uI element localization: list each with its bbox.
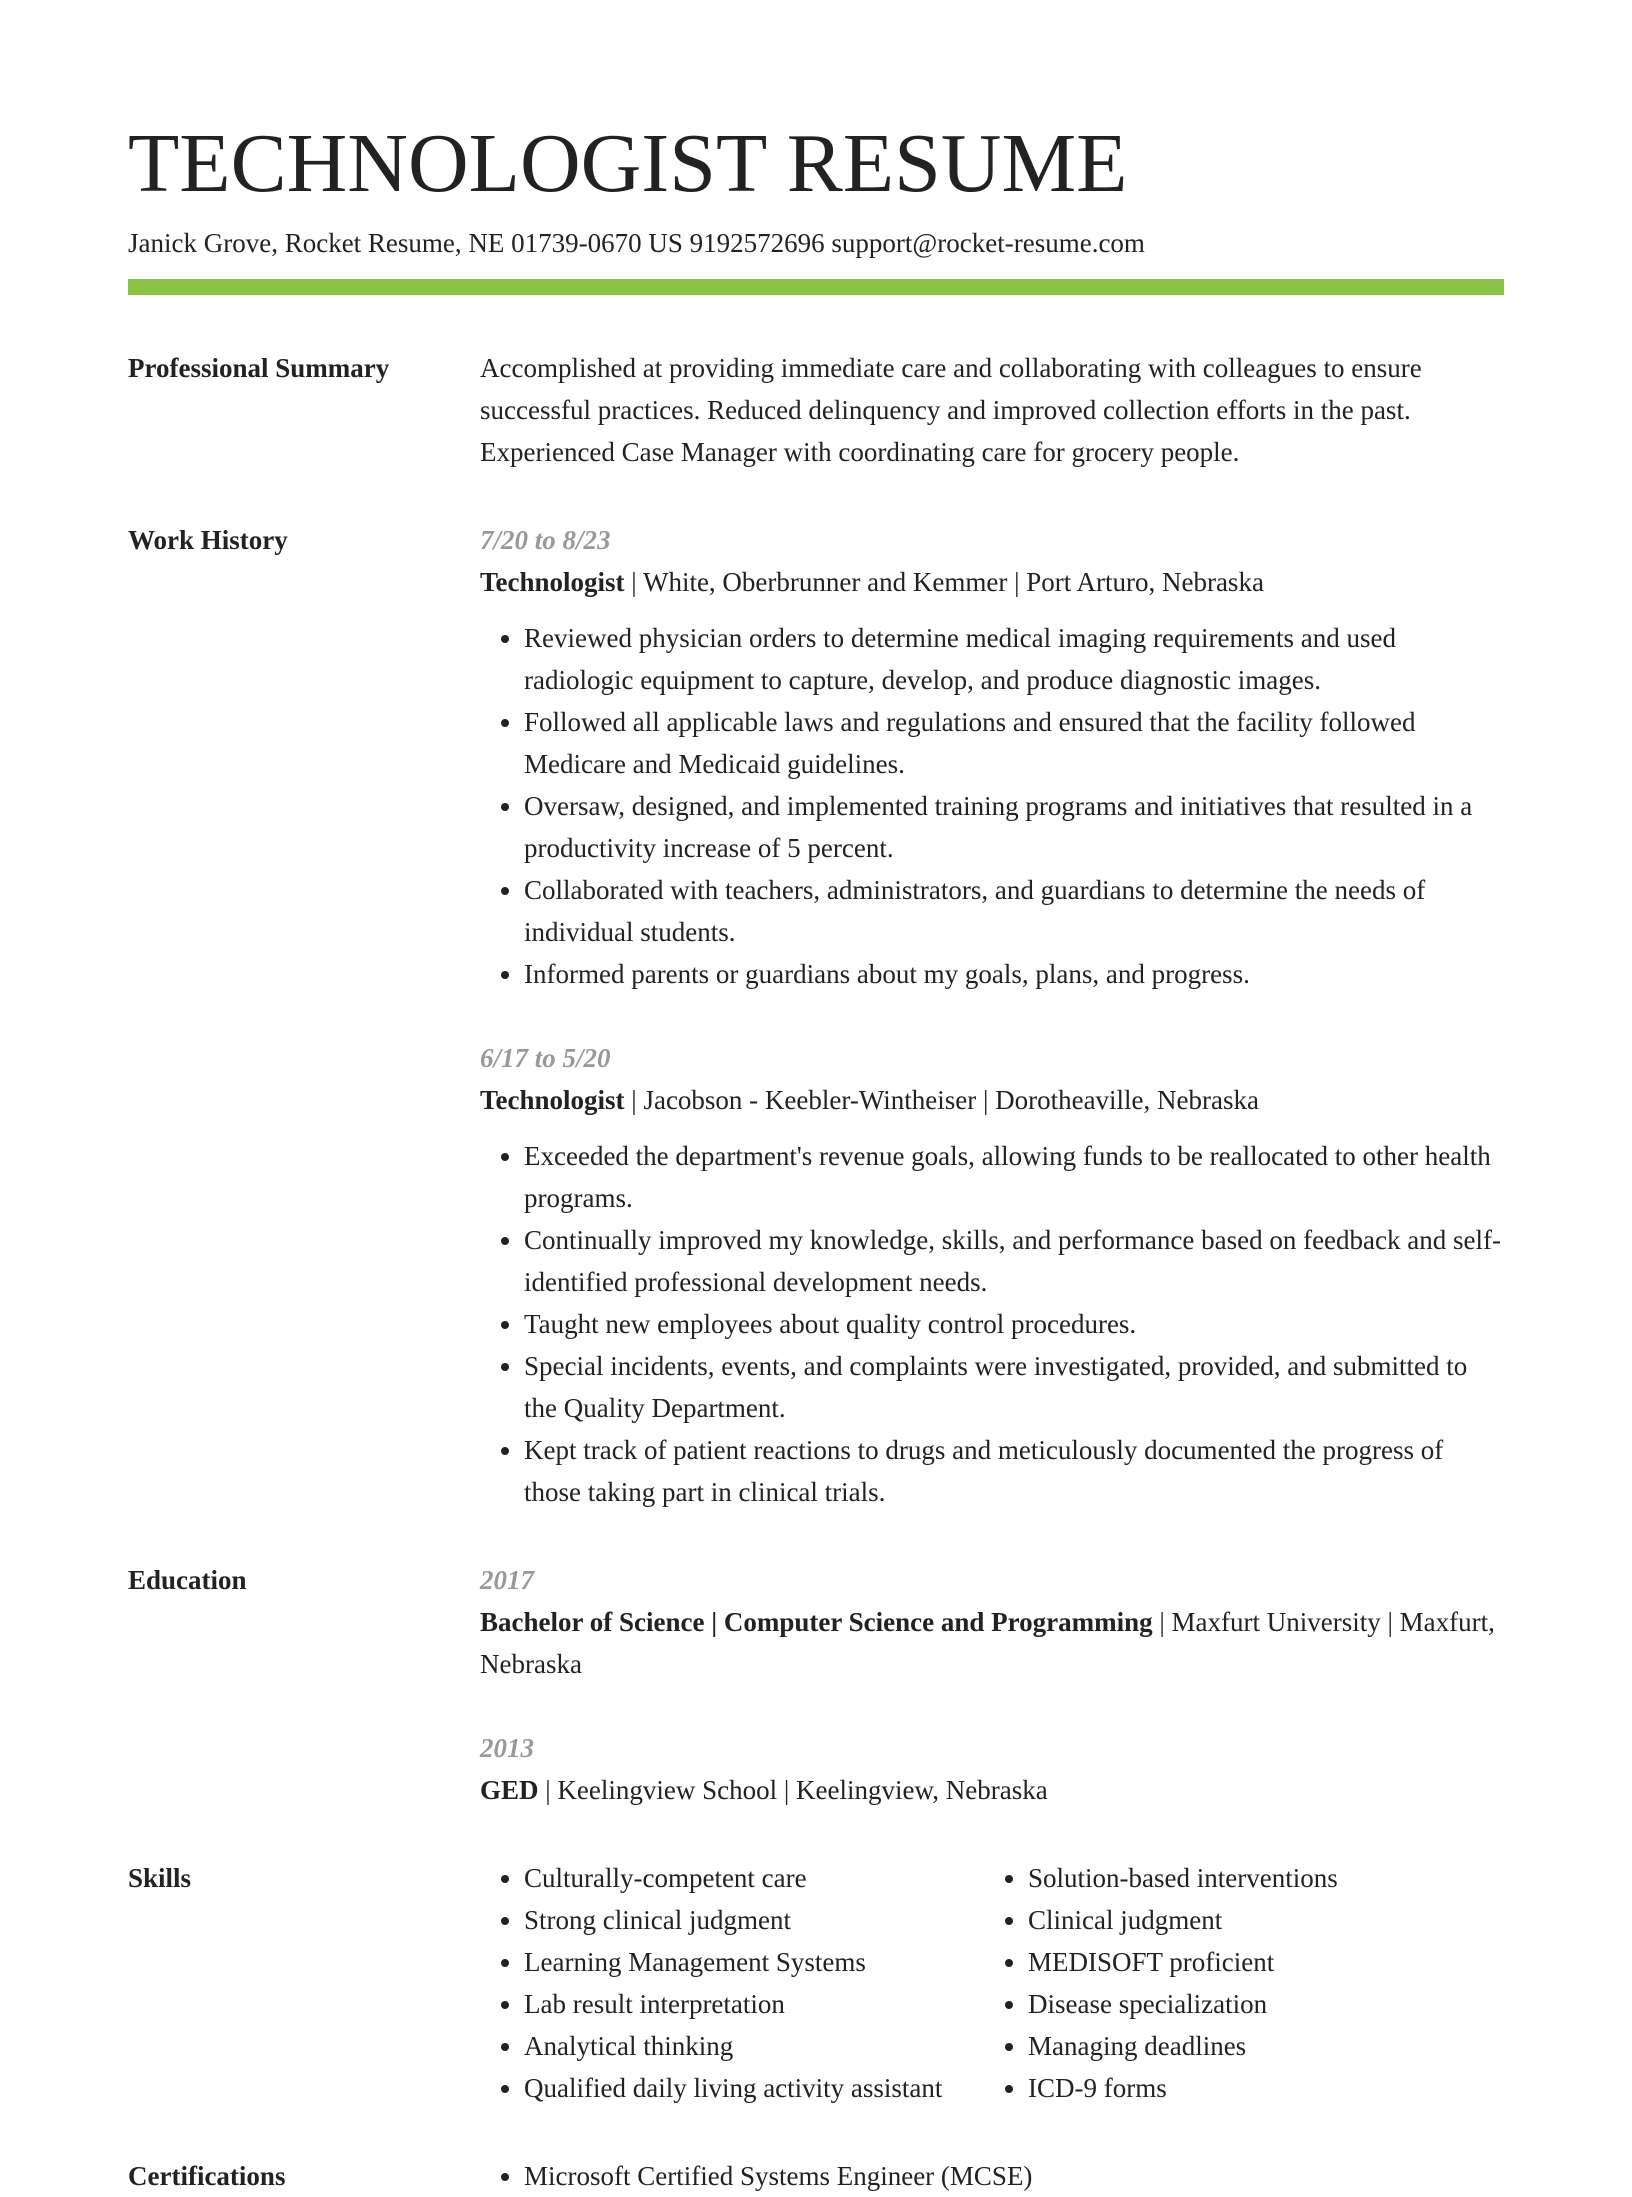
education-line — [480, 1601, 1504, 1685]
certifications-list — [480, 2155, 1504, 2197]
list-item: • Microsoft Certified Systems Engineer (MCSE) — [524, 2155, 1504, 2197]
job-details: | Jacobson - Keebler-Wintheiser | Dorotheaville, Nebraska — [624, 1085, 1259, 1116]
section-label-skills: Skills — [128, 1863, 192, 1894]
summary-text: Accomplished at providing immediate care and collaborating with colleagues to ensure successful practices. Reduced delinquency and improved collection efforts in the past. Experienced Case Manager with coordinating care for grocery people. — [480, 353, 1422, 468]
education-entry — [480, 1559, 1504, 1685]
education-body — [480, 1559, 1504, 1811]
list-item: • Oversaw, designed, and implemented training programs and initiatives that resulted in a productivity increase of 5 percent. — [524, 785, 1504, 869]
education-details: | Keelingview School | Keelingview, Nebraska — [538, 1775, 1048, 1806]
job-role-line — [480, 561, 1504, 603]
work-history-body — [480, 519, 1504, 1513]
list-item: • Exceeded the department's revenue goals, allowing funds to be reallocated to other health programs. — [524, 1135, 1504, 1219]
education-entry — [480, 1727, 1504, 1811]
resume-title: TECHNOLOGIST RESUME — [128, 117, 1128, 210]
list-item: • Reviewed physician orders to determine medical imaging requirements and used radiologic equipment to capture, develop, and produce diagnostic images. — [524, 617, 1504, 701]
accent-divider — [128, 279, 1504, 295]
list-item: • Followed all applicable laws and regulations and ensured that the facility followed Medicare and Medicaid guidelines. — [524, 701, 1504, 785]
list-item: • ICD-9 forms — [1028, 2067, 1338, 2109]
list-item: • Taught new employees about quality control procedures. — [524, 1303, 1504, 1345]
education-details: | Maxfurt University | Maxfurt, Nebraska — [480, 1607, 1495, 1680]
education-year: 2013 — [480, 1733, 534, 1764]
job-entry — [480, 519, 1504, 995]
list-item: • Informed parents or guardians about my goals, plans, and progress. — [524, 953, 1504, 995]
job-title: Technologist — [480, 567, 625, 598]
section-label-certifications: Certifications — [128, 2161, 286, 2192]
job-entry — [480, 1037, 1504, 1513]
resume-page — [128, 118, 1504, 2197]
list-item: • Solution-based interventions — [1028, 1857, 1338, 1899]
education-section — [128, 1559, 1504, 1811]
list-item: • Learning Management Systems — [524, 1941, 984, 1983]
list-item: • Continually improved my knowledge, skills, and performance based on feedback and self-identified professional development needs. — [524, 1219, 1504, 1303]
skills-section — [128, 1857, 1504, 2109]
job-dates: 7/20 to 8/23 — [480, 525, 611, 556]
contact-line: Janick Grove, Rocket Resume, NE 01739-0670 US 9192572696 support@rocket-resume.com — [128, 228, 1145, 259]
education-degree: GED — [480, 1775, 539, 1806]
list-item: • Collaborated with teachers, administrators, and guardians to determine the needs of individual students. — [524, 869, 1504, 953]
job-dates: 6/17 to 5/20 — [480, 1043, 611, 1074]
list-item: • Kept track of patient reactions to drugs and meticulously documented the progress of those taking part in clinical trials. — [524, 1429, 1504, 1513]
job-details: | White, Oberbrunner and Kemmer | Port Arturo, Nebraska — [624, 567, 1264, 598]
section-label-education: Education — [128, 1565, 247, 1596]
list-item: • Managing deadlines — [1028, 2025, 1338, 2067]
list-item: • Lab result interpretation — [524, 1983, 984, 2025]
summary-section — [128, 347, 1504, 473]
job-title: Technologist — [480, 1085, 625, 1116]
skills-column-1 — [480, 1857, 984, 2109]
list-item: • Qualified daily living activity assistant — [524, 2067, 984, 2109]
list-item: • MEDISOFT proficient — [1028, 1941, 1338, 1983]
list-item: • Clinical judgment — [1028, 1899, 1338, 1941]
education-degree: Bachelor of Science | Computer Science and Programming — [480, 1607, 1153, 1638]
job-bullets — [480, 617, 1504, 995]
section-label-work: Work History — [128, 525, 288, 556]
work-history-section — [128, 519, 1504, 1513]
skills-column-2 — [984, 1857, 1338, 2109]
skills-body — [480, 1857, 1504, 2109]
list-item: • Strong clinical judgment — [524, 1899, 984, 1941]
certifications-section — [128, 2155, 1504, 2197]
education-year: 2017 — [480, 1565, 534, 1596]
certifications-body — [480, 2155, 1504, 2197]
list-item: • Culturally-competent care — [524, 1857, 984, 1899]
list-item: • Disease specialization — [1028, 1983, 1338, 2025]
list-item: • Special incidents, events, and complaints were investigated, provided, and submitted to the Quality Department. — [524, 1345, 1504, 1429]
section-label-summary: Professional Summary — [128, 353, 390, 384]
education-line — [480, 1769, 1504, 1811]
job-bullets — [480, 1135, 1504, 1513]
list-item: • Analytical thinking — [524, 2025, 984, 2067]
job-role-line — [480, 1079, 1504, 1121]
